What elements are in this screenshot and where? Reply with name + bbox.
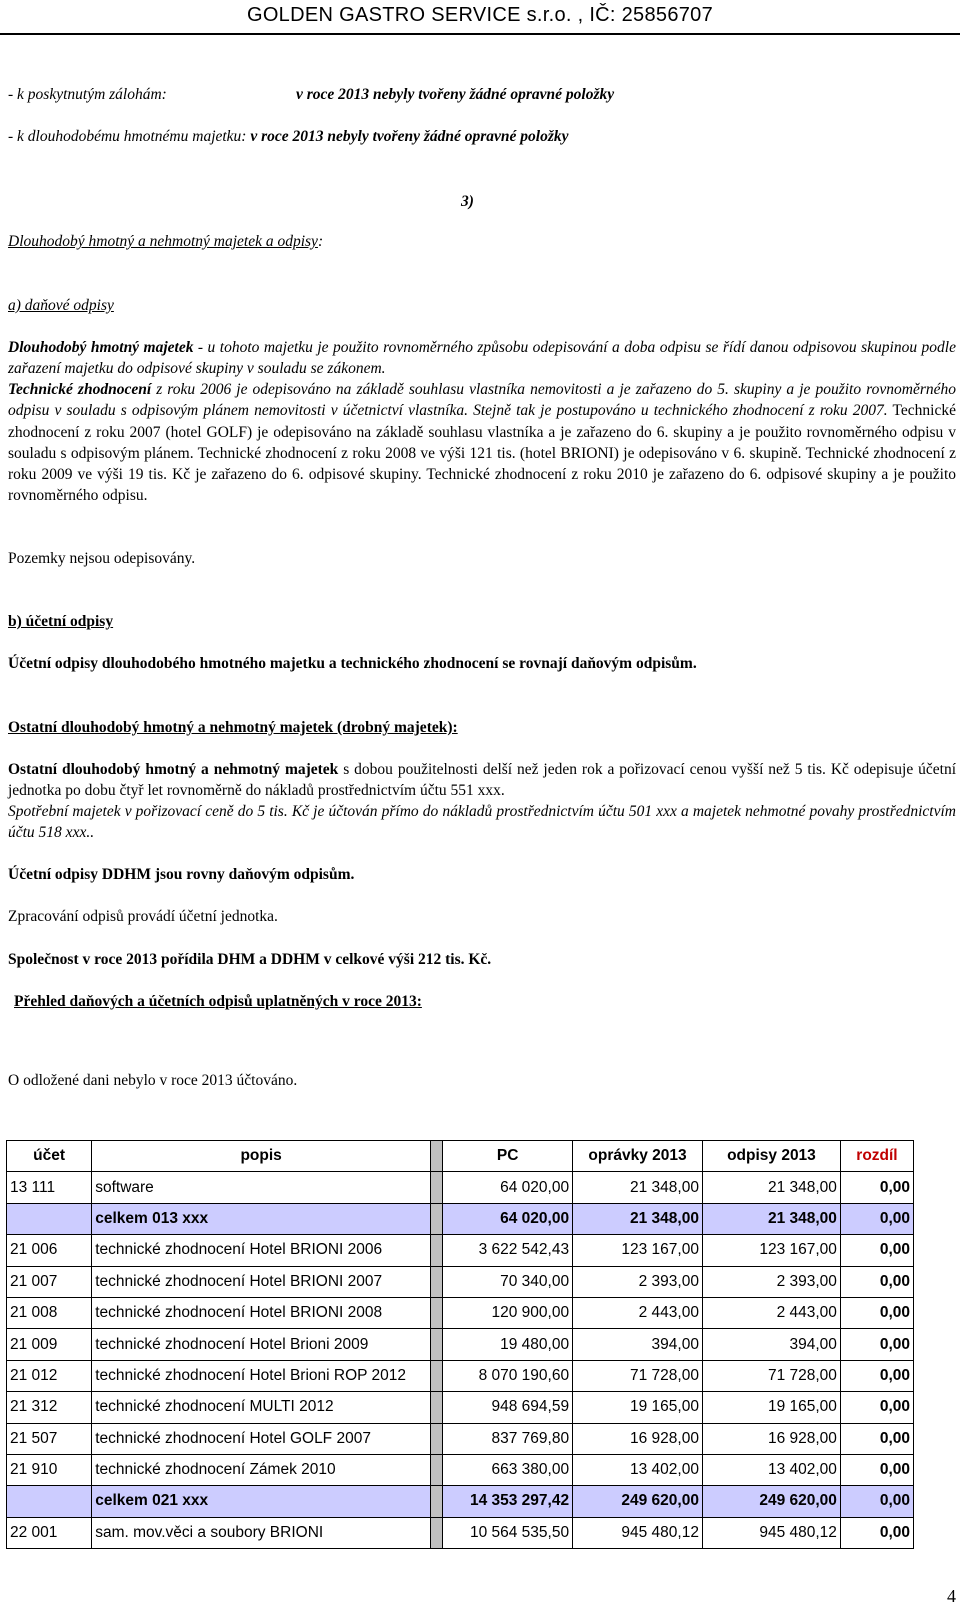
prehled-title: Přehled daňových a účetních odpisů uplatněných v roce 2013: <box>14 993 422 1010</box>
header-ucet: účet <box>7 1141 92 1172</box>
paragraph-ostatni-bold: Ostatní dlouhodobý hmotný a nehmotný majetek <box>8 761 339 778</box>
cell-ucet <box>7 1486 92 1517</box>
paragraph-ostatni <box>8 759 956 802</box>
cell-opravky: 945 480,12 <box>573 1517 703 1548</box>
cell-rozdil: 0,00 <box>840 1486 913 1517</box>
dhm-line <box>8 126 568 147</box>
cell-rozdil: 0,00 <box>840 1235 913 1266</box>
column-separator <box>431 1392 443 1423</box>
zpracovani-line: Zpracování odpisů provádí účetní jednotka. <box>8 908 278 925</box>
cell-pc: 837 769,80 <box>443 1423 573 1454</box>
cell-odpisy: 21 348,00 <box>702 1203 840 1234</box>
cell-opravky: 394,00 <box>573 1329 703 1360</box>
column-separator <box>431 1517 443 1548</box>
section-number: 3) <box>461 193 474 210</box>
cell-popis: celkem 013 xxx <box>92 1203 431 1234</box>
cell-opravky: 21 348,00 <box>573 1203 703 1234</box>
paragraph-dhm-text: - u tohoto majetku je použito rovnoměrného způsobu odepisování a doba odpisu se řídí danou odpisovou skupinou podle zařazení majetku do odpisové skupiny v souladu se zákonem. <box>8 339 956 378</box>
table-total-row <box>7 1203 914 1234</box>
cell-opravky: 13 402,00 <box>573 1454 703 1485</box>
table-header-row <box>7 1141 914 1172</box>
cell-rozdil: 0,00 <box>840 1203 913 1234</box>
cell-rozdil: 0,00 <box>840 1329 913 1360</box>
column-separator <box>431 1266 443 1297</box>
cell-popis: technické zhodnocení Hotel BRIONI 2008 <box>92 1297 431 1328</box>
page-header: GOLDEN GASTRO SERVICE s.r.o. , IČ: 25856707 <box>246 4 714 26</box>
cell-rozdil: 0,00 <box>840 1360 913 1391</box>
cell-popis: technické zhodnocení Zámek 2010 <box>92 1454 431 1485</box>
dhm-value: v roce 2013 nebyly tvořeny žádné opravné položky <box>250 128 569 145</box>
cell-odpisy: 2 443,00 <box>702 1297 840 1328</box>
cell-ucet: 21 006 <box>7 1235 92 1266</box>
page-number: 4 <box>947 1586 956 1606</box>
cell-rozdil: 0,00 <box>840 1517 913 1548</box>
cell-odpisy: 945 480,12 <box>702 1517 840 1548</box>
cell-odpisy: 16 928,00 <box>702 1423 840 1454</box>
cell-rozdil: 0,00 <box>840 1297 913 1328</box>
pozemky-line: Pozemky nejsou odepisovány. <box>8 550 196 567</box>
cell-rozdil: 0,00 <box>840 1266 913 1297</box>
cell-rozdil: 0,00 <box>840 1454 913 1485</box>
column-separator <box>431 1329 443 1360</box>
header-rule <box>0 33 960 35</box>
dhm-label: - k dlouhodobému hmotnému majetku: <box>8 128 247 145</box>
header-odpisy: odpisy 2013 <box>702 1141 840 1172</box>
cell-pc: 19 480,00 <box>443 1329 573 1360</box>
cell-pc: 8 070 190,60 <box>443 1360 573 1391</box>
cell-odpisy: 19 165,00 <box>702 1392 840 1423</box>
cell-opravky: 2 443,00 <box>573 1297 703 1328</box>
cell-pc: 70 340,00 <box>443 1266 573 1297</box>
cell-odpisy: 21 348,00 <box>702 1172 840 1203</box>
spolecnost-line: Společnost v roce 2013 pořídila DHM a DDHM v celkové výši 212 tis. Kč. <box>8 951 492 968</box>
cell-pc: 14 353 297,42 <box>443 1486 573 1517</box>
zalohy-label: - k poskytnutým zálohám: <box>8 86 167 103</box>
column-separator <box>431 1141 443 1172</box>
cell-opravky: 123 167,00 <box>573 1235 703 1266</box>
column-separator <box>431 1360 443 1391</box>
cell-rozdil: 0,00 <box>840 1392 913 1423</box>
cell-opravky: 16 928,00 <box>573 1423 703 1454</box>
a-title: a) daňové odpisy <box>8 297 114 314</box>
table-row <box>7 1329 914 1360</box>
section-title-colon: : <box>317 233 324 250</box>
column-separator <box>431 1297 443 1328</box>
cell-pc: 663 380,00 <box>443 1454 573 1485</box>
cell-odpisy: 123 167,00 <box>702 1235 840 1266</box>
cell-rozdil: 0,00 <box>840 1172 913 1203</box>
cell-popis: celkem 021 xxx <box>92 1486 431 1517</box>
cell-ucet: 21 008 <box>7 1297 92 1328</box>
cell-odpisy: 71 728,00 <box>702 1360 840 1391</box>
column-separator <box>431 1235 443 1266</box>
cell-popis: technické zhodnocení Hotel BRIONI 2007 <box>92 1266 431 1297</box>
paragraph-tz <box>8 379 956 507</box>
cell-odpisy: 394,00 <box>702 1329 840 1360</box>
paragraph-tz-italic: z roku 2006 je odepisováno na základě souhlasu vlastníka nemovitosti a je zařazeno do 5. skupiny a je použito rovnoměrného odpisu v souladu s odpisovým plánem nemovitosti v účetnictví vlastníka. Stejně tak je postupováno u technického zhodnocení z roku 2007. <box>8 381 956 420</box>
table-body <box>7 1172 914 1549</box>
table-row <box>7 1454 914 1485</box>
cell-opravky: 249 620,00 <box>573 1486 703 1517</box>
cell-popis: technické zhodnocení Hotel Brioni 2009 <box>92 1329 431 1360</box>
b-title: b) účetní odpisy <box>8 613 114 630</box>
paragraph-dhm-bold: Dlouhodobý hmotný majetek <box>8 339 194 356</box>
b-text: Účetní odpisy dlouhodobého hmotného majetku a technického zhodnocení se rovnají daňovým odpisům. <box>8 655 697 672</box>
cell-popis: software <box>92 1172 431 1203</box>
cell-pc: 3 622 542,43 <box>443 1235 573 1266</box>
table-row <box>7 1423 914 1454</box>
cell-opravky: 19 165,00 <box>573 1392 703 1423</box>
cell-ucet: 21 007 <box>7 1266 92 1297</box>
cell-popis: sam. mov.věci a soubory BRIONI <box>92 1517 431 1548</box>
paragraph-tz-bold: Technické zhodnocení <box>8 381 152 398</box>
odpisy-table <box>6 1140 914 1549</box>
cell-ucet: 21 507 <box>7 1423 92 1454</box>
cell-ucet: 22 001 <box>7 1517 92 1548</box>
cell-opravky: 21 348,00 <box>573 1172 703 1203</box>
cell-pc: 120 900,00 <box>443 1297 573 1328</box>
cell-popis: technické zhodnocení Hotel GOLF 2007 <box>92 1423 431 1454</box>
cell-rozdil: 0,00 <box>840 1423 913 1454</box>
header-opravky: oprávky 2013 <box>573 1141 703 1172</box>
column-separator <box>431 1203 443 1234</box>
table-row <box>7 1235 914 1266</box>
zalohy-value: v roce 2013 nebyly tvořeny žádné opravné položky <box>296 86 615 103</box>
table-row <box>7 1266 914 1297</box>
cell-popis: technické zhodnocení Hotel Brioni ROP 2012 <box>92 1360 431 1391</box>
section-title: Dlouhodobý hmotný a nehmotný majetek a odpisy <box>8 233 318 250</box>
cell-popis: technické zhodnocení MULTI 2012 <box>92 1392 431 1423</box>
cell-ucet <box>7 1203 92 1234</box>
cell-pc: 64 020,00 <box>443 1203 573 1234</box>
column-separator <box>431 1486 443 1517</box>
cell-ucet: 13 111 <box>7 1172 92 1203</box>
column-separator <box>431 1172 443 1203</box>
header-pc: PC <box>443 1141 573 1172</box>
cell-pc: 948 694,59 <box>443 1392 573 1423</box>
header-popis: popis <box>92 1141 431 1172</box>
cell-pc: 64 020,00 <box>443 1172 573 1203</box>
table-row <box>7 1297 914 1328</box>
ddhm-line: Účetní odpisy DDHM jsou rovny daňovým odpisům. <box>8 866 355 883</box>
column-separator <box>431 1423 443 1454</box>
section-title-line <box>8 231 323 252</box>
cell-odpisy: 2 393,00 <box>702 1266 840 1297</box>
odlozena-line: O odložené dani nebylo v roce 2013 účtováno. <box>8 1072 298 1089</box>
cell-popis: technické zhodnocení Hotel BRIONI 2006 <box>92 1235 431 1266</box>
paragraph-spotrebni: Spotřební majetek v pořizovací ceně do 5 tis. Kč je účtován přímo do nákladů prostřednictvím účtu 501 xxx a majetek nehmotné povahy prostřednictvím účtu 518 xxx.. <box>8 803 956 842</box>
paragraph-ostatni-text: s dobou použitelnosti delší než jeden rok a pořizovací cenou vyšší než 5 tis. Kč odepisuje účetní jednotka po dobu čtyř let rovnoměrně do nákladů prostřednictvím účtu 551 xxx. <box>8 761 956 800</box>
cell-ucet: 21 012 <box>7 1360 92 1391</box>
cell-odpisy: 13 402,00 <box>702 1454 840 1485</box>
cell-ucet: 21 009 <box>7 1329 92 1360</box>
cell-opravky: 2 393,00 <box>573 1266 703 1297</box>
paragraph-dhm <box>8 337 956 380</box>
cell-opravky: 71 728,00 <box>573 1360 703 1391</box>
table-row <box>7 1172 914 1203</box>
table-row <box>7 1360 914 1391</box>
table-total-row <box>7 1486 914 1517</box>
header-rozdil: rozdíl <box>840 1141 913 1172</box>
table-row <box>7 1517 914 1548</box>
ostatni-title: Ostatní dlouhodobý hmotný a nehmotný majetek (drobný majetek): <box>8 719 458 736</box>
cell-ucet: 21 910 <box>7 1454 92 1485</box>
table-row <box>7 1392 914 1423</box>
paragraph-tz-normal: Technické zhodnocení z roku 2007 (hotel GOLF) je odepisováno na základě souhlasu vlastníka a je zařazeno do 6. skupiny a je použito rovnoměrného odpisu v souladu s odpisovým plánem. Technické zhodnocení z roku 2008 ve výši 121 tis. (hotel BRIONI) je odepisováno v 6. skupině. Technické zhodnocení z roku 2009 ve výši 19 tis. Kč je zařazeno do 6. odpisové skupiny. Technické zhodnocení z roku 2010 je zařazeno do 6. odpisové skupiny a je použito rovnoměrného odpisu. <box>8 402 956 505</box>
cell-pc: 10 564 535,50 <box>443 1517 573 1548</box>
cell-ucet: 21 312 <box>7 1392 92 1423</box>
cell-odpisy: 249 620,00 <box>702 1486 840 1517</box>
column-separator <box>431 1454 443 1485</box>
